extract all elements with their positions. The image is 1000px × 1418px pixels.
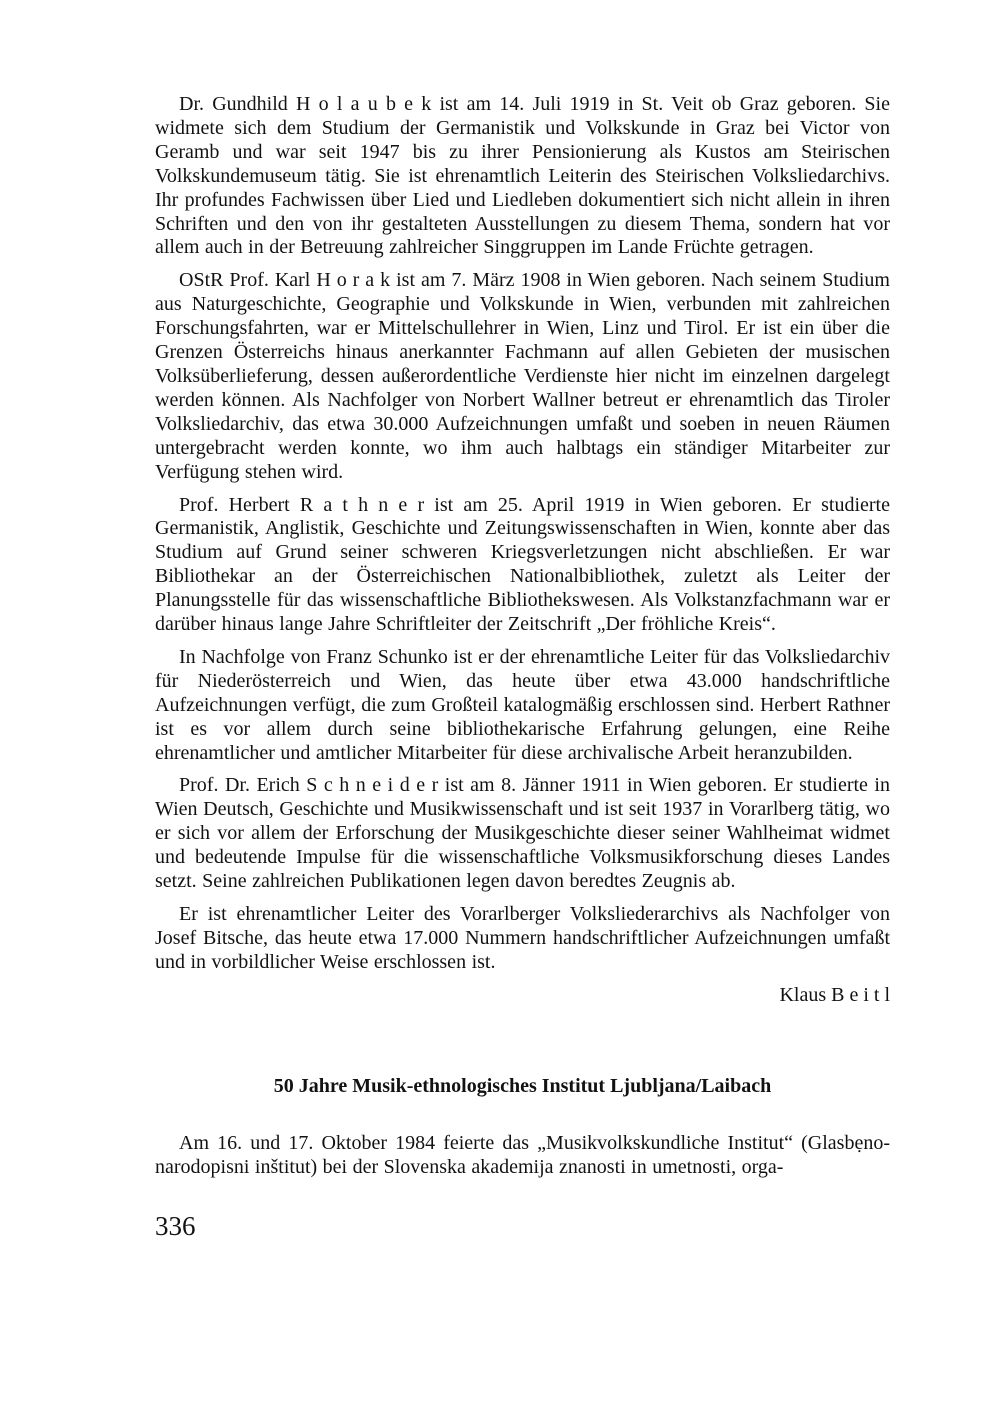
paragraph-holaubek-bio: Dr. Gundhild H o l a u b e k ist am 14. Juli 1919 in St. Veit ob Graz geboren. Sie widmete sich dem Studium der Germanistik und Volkskunde in Graz bei Victor von Geramb und war seit 1947 bis zu ihrer Pensionierung als Kustos am Steirischen Volkskundemuseum tätig. Sie ist ehrenamtlich Leiterin des Steirischen Volksliedarchivs. Ihr profundes Fachwissen über Lied und Liedleben dokumentiert sich nicht allein in ihren Schriften und den von ihr gestalteten Ausstellungen zu diesem Thema, sondern hat vor allem auch in der Betreuung zahlreicher Singgruppen im Lande Früchte getragen. xyxy=(155,93,890,259)
paragraph-schneider-archive: Er ist ehrenamtlicher Leiter des Vorarlberger Volksliederarchivs als Nachfolger von Josef Bitsche, das heute etwa 17.000 Nummern handschriftlicher Aufzeichnungen umfaßt und in vorbildlicher Weise erschlossen ist. xyxy=(155,903,890,973)
paragraph-schneider-bio: Prof. Dr. Erich S c h n e i d e r ist am 8. Jänner 1911 in Wien geboren. Er studierte in Wien Deutsch, Geschichte und Musikwissenschaft und ist seit 1937 in Vorarlberg tätig, wo er sich vor allem der Erforschung der Musikgeschichte dieser seiner Wahlheimat widmet und bedeutende Impulse für die wissenschaftliche Volksmusikforschung dieses Landes setzt. Seine zahlreichen Publikationen legen davon beredtes Zeugnis ab. xyxy=(155,774,890,893)
section-heading: 50 Jahre Musik-ethnologisches Institut Ljubljana/Laibach xyxy=(273,1074,772,1097)
author-signature: Klaus B e i t l xyxy=(779,983,890,1006)
page-number: 336 xyxy=(155,1211,196,1242)
article-text-block xyxy=(155,93,890,1241)
paragraph-horak-bio: OStR Prof. Karl H o r a k ist am 7. März 1908 in Wien geboren. Nach seinem Studium aus Naturgeschichte, Geographie und Volkskunde in Wien, verbunden mit zahlreichen Forschungsfahrten, war er Mittelschullehrer in Wien, Linz und Tirol. Er ist ein über die Grenzen Österreichs hinaus anerkannter Fachmann auf allen Gebieten der musischen Volksüberlieferung, dessen außerordentliche Verdienste hier nicht im einzelnen dargelegt werden können. Als Nachfolger von Norbert Wallner betreut er ehrenamtlich das Tiroler Volksliedarchiv, das etwa 30.000 Aufzeichnungen umfaßt und soeben in neuen Räumen untergebracht werden konnte, wo ihm auch halbtags ein ständiger Mitarbeiter zur Verfügung stehen wird. xyxy=(155,269,890,483)
paragraph-rathner-bio: Prof. Herbert R a t h n e r ist am 25. April 1919 in Wien geboren. Er studierte Germanistik, Anglistik, Geschichte und Zeitungswissenschaften in Wien, konnte aber das Studium auf Grund seiner schweren Kriegsverletzungen nicht abschließen. Er war Bibliothekar an der Österreichischen Nationalbibliothek, zuletzt als Leiter der Planungsstelle für das wissenschaftliche Bibliothekswesen. Als Volkstanzfachmann war er darüber hinaus lange Jahre Schriftleiter der Zeitschrift „Der fröhliche Kreis“. xyxy=(155,493,890,636)
paragraph-institute-anniversary: Am 16. und 17. Oktober 1984 feierte das „Musikvolkskundliche Institut“ (Glasbẹno-narodopisni inštitut) bei der Slovenska akademija znanosti in umetnosti, orga- xyxy=(155,1131,890,1178)
paragraph-rathner-archive: In Nachfolge von Franz Schunko ist er der ehrenamtliche Leiter für das Volksliedarchiv für Niederösterreich und Wien, das heute über etwa 43.000 handschriftliche Aufzeichnungen verfügt, die zum Großteil katalogmäßig erschlossen sind. Herbert Rathner ist es vor allem durch seine bibliothekarische Erfahrung gelungen, eine Reihe ehrenamtlicher und amtlicher Mitarbeiter für diese archivalische Arbeit heranzubilden. xyxy=(155,645,890,764)
